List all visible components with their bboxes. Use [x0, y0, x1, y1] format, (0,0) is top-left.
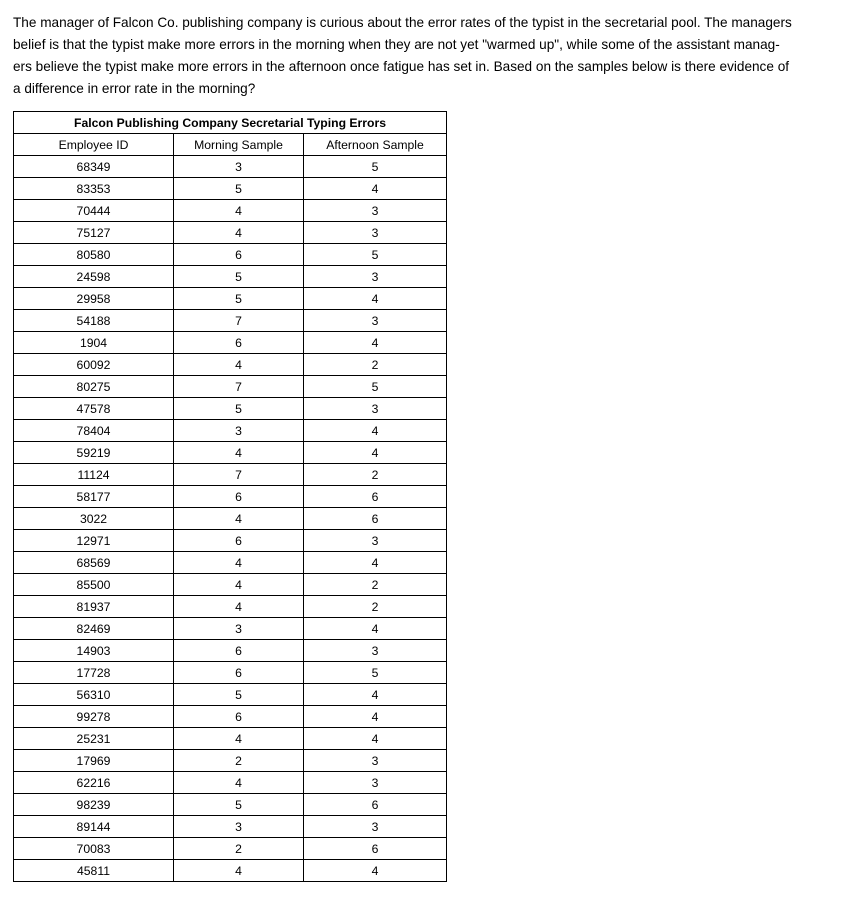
afternoon-sample-cell: 2	[304, 596, 447, 618]
employee-id-cell: 80275	[14, 376, 174, 398]
morning-sample-cell: 6	[174, 706, 304, 728]
morning-sample-cell: 4	[174, 860, 304, 882]
table-row	[14, 640, 447, 662]
employee-id-cell: 25231	[14, 728, 174, 750]
afternoon-sample-cell: 5	[304, 662, 447, 684]
employee-id-cell: 54188	[14, 310, 174, 332]
morning-sample-cell: 6	[174, 332, 304, 354]
afternoon-sample-cell: 2	[304, 574, 447, 596]
afternoon-sample-cell: 6	[304, 794, 447, 816]
table-row	[14, 332, 447, 354]
employee-id-cell: 81937	[14, 596, 174, 618]
afternoon-sample-cell: 3	[304, 310, 447, 332]
table-row	[14, 266, 447, 288]
table-row	[14, 596, 447, 618]
table-row	[14, 618, 447, 640]
afternoon-sample-cell: 5	[304, 244, 447, 266]
employee-id-cell: 99278	[14, 706, 174, 728]
employee-id-cell: 3022	[14, 508, 174, 530]
morning-sample-cell: 4	[174, 508, 304, 530]
morning-sample-cell: 4	[174, 728, 304, 750]
morning-sample-cell: 7	[174, 310, 304, 332]
problem-line: The manager of Falcon Co. publishing company is curious about the error rates of the typist in the secretarial pool. The managers	[13, 15, 792, 30]
morning-sample-cell: 4	[174, 354, 304, 376]
morning-sample-cell: 4	[174, 596, 304, 618]
problem-line: ers believe the typist make more errors in the afternoon once fatigue has set in. Based on the samples below is there evidence of	[13, 59, 790, 74]
employee-id-cell: 24598	[14, 266, 174, 288]
employee-id-cell: 17728	[14, 662, 174, 684]
header-morning-sample: Morning Sample	[174, 134, 304, 156]
morning-sample-cell: 6	[174, 530, 304, 552]
employee-id-cell: 17969	[14, 750, 174, 772]
employee-id-cell: 68349	[14, 156, 174, 178]
table-row	[14, 838, 447, 860]
table-row	[14, 420, 447, 442]
table-row	[14, 530, 447, 552]
employee-id-cell: 89144	[14, 816, 174, 838]
afternoon-sample-cell: 4	[304, 706, 447, 728]
morning-sample-cell: 6	[174, 244, 304, 266]
table-row	[14, 684, 447, 706]
employee-id-cell: 85500	[14, 574, 174, 596]
employee-id-cell: 70444	[14, 200, 174, 222]
afternoon-sample-cell: 4	[304, 178, 447, 200]
table-row	[14, 728, 447, 750]
typing-errors-table	[13, 111, 447, 882]
table-row	[14, 508, 447, 530]
afternoon-sample-cell: 3	[304, 816, 447, 838]
morning-sample-cell: 5	[174, 398, 304, 420]
morning-sample-cell: 4	[174, 200, 304, 222]
employee-id-cell: 62216	[14, 772, 174, 794]
employee-id-cell: 29958	[14, 288, 174, 310]
morning-sample-cell: 5	[174, 178, 304, 200]
header-employee-id: Employee ID	[14, 134, 174, 156]
employee-id-cell: 59219	[14, 442, 174, 464]
morning-sample-cell: 3	[174, 420, 304, 442]
afternoon-sample-cell: 4	[304, 552, 447, 574]
table-row	[14, 288, 447, 310]
afternoon-sample-cell: 3	[304, 530, 447, 552]
afternoon-sample-cell: 4	[304, 420, 447, 442]
employee-id-cell: 78404	[14, 420, 174, 442]
table-row	[14, 376, 447, 398]
table-title: Falcon Publishing Company Secretarial Typing Errors	[14, 112, 447, 134]
employee-id-cell: 82469	[14, 618, 174, 640]
problem-statement	[13, 12, 859, 100]
table-row	[14, 464, 447, 486]
morning-sample-cell: 4	[174, 772, 304, 794]
afternoon-sample-cell: 2	[304, 354, 447, 376]
employee-id-cell: 75127	[14, 222, 174, 244]
employee-id-cell: 80580	[14, 244, 174, 266]
employee-id-cell: 45811	[14, 860, 174, 882]
table-row	[14, 552, 447, 574]
afternoon-sample-cell: 4	[304, 684, 447, 706]
employee-id-cell: 70083	[14, 838, 174, 860]
table-row	[14, 178, 447, 200]
employee-id-cell: 1904	[14, 332, 174, 354]
table-row	[14, 794, 447, 816]
morning-sample-cell: 6	[174, 486, 304, 508]
afternoon-sample-cell: 6	[304, 486, 447, 508]
morning-sample-cell: 5	[174, 794, 304, 816]
morning-sample-cell: 5	[174, 684, 304, 706]
table-row	[14, 244, 447, 266]
table-row	[14, 860, 447, 882]
afternoon-sample-cell: 3	[304, 640, 447, 662]
afternoon-sample-cell: 5	[304, 156, 447, 178]
table-row	[14, 574, 447, 596]
morning-sample-cell: 4	[174, 442, 304, 464]
afternoon-sample-cell: 3	[304, 222, 447, 244]
employee-id-cell: 56310	[14, 684, 174, 706]
problem-line: a difference in error rate in the morning?	[13, 81, 256, 96]
table-title-row	[14, 112, 447, 134]
table-row	[14, 662, 447, 684]
afternoon-sample-cell: 6	[304, 838, 447, 860]
morning-sample-cell: 5	[174, 266, 304, 288]
morning-sample-cell: 4	[174, 552, 304, 574]
morning-sample-cell: 2	[174, 750, 304, 772]
employee-id-cell: 60092	[14, 354, 174, 376]
afternoon-sample-cell: 4	[304, 860, 447, 882]
header-afternoon-sample: Afternoon Sample	[304, 134, 447, 156]
afternoon-sample-cell: 4	[304, 618, 447, 640]
afternoon-sample-cell: 3	[304, 750, 447, 772]
afternoon-sample-cell: 4	[304, 728, 447, 750]
afternoon-sample-cell: 6	[304, 508, 447, 530]
table-row	[14, 442, 447, 464]
afternoon-sample-cell: 5	[304, 376, 447, 398]
employee-id-cell: 68569	[14, 552, 174, 574]
employee-id-cell: 58177	[14, 486, 174, 508]
table-row	[14, 200, 447, 222]
morning-sample-cell: 2	[174, 838, 304, 860]
afternoon-sample-cell: 3	[304, 200, 447, 222]
afternoon-sample-cell: 3	[304, 772, 447, 794]
morning-sample-cell: 4	[174, 574, 304, 596]
employee-id-cell: 11124	[14, 464, 174, 486]
morning-sample-cell: 3	[174, 618, 304, 640]
table-row	[14, 354, 447, 376]
morning-sample-cell: 6	[174, 662, 304, 684]
employee-id-cell: 12971	[14, 530, 174, 552]
table-row	[14, 772, 447, 794]
table-row	[14, 816, 447, 838]
table-row	[14, 706, 447, 728]
afternoon-sample-cell: 2	[304, 464, 447, 486]
morning-sample-cell: 7	[174, 464, 304, 486]
table-row	[14, 310, 447, 332]
afternoon-sample-cell: 4	[304, 442, 447, 464]
table-row	[14, 222, 447, 244]
morning-sample-cell: 6	[174, 640, 304, 662]
morning-sample-cell: 3	[174, 816, 304, 838]
morning-sample-cell: 7	[174, 376, 304, 398]
table-row	[14, 486, 447, 508]
table-header-row	[14, 134, 447, 156]
employee-id-cell: 14903	[14, 640, 174, 662]
employee-id-cell: 47578	[14, 398, 174, 420]
table-row	[14, 750, 447, 772]
morning-sample-cell: 5	[174, 288, 304, 310]
employee-id-cell: 98239	[14, 794, 174, 816]
afternoon-sample-cell: 4	[304, 332, 447, 354]
morning-sample-cell: 4	[174, 222, 304, 244]
employee-id-cell: 83353	[14, 178, 174, 200]
table-row	[14, 156, 447, 178]
table-row	[14, 398, 447, 420]
problem-line: belief is that the typist make more errors in the morning when they are not yet "warmed up", while some of the assistant manag-	[13, 37, 780, 52]
morning-sample-cell: 3	[174, 156, 304, 178]
afternoon-sample-cell: 3	[304, 266, 447, 288]
afternoon-sample-cell: 4	[304, 288, 447, 310]
afternoon-sample-cell: 3	[304, 398, 447, 420]
